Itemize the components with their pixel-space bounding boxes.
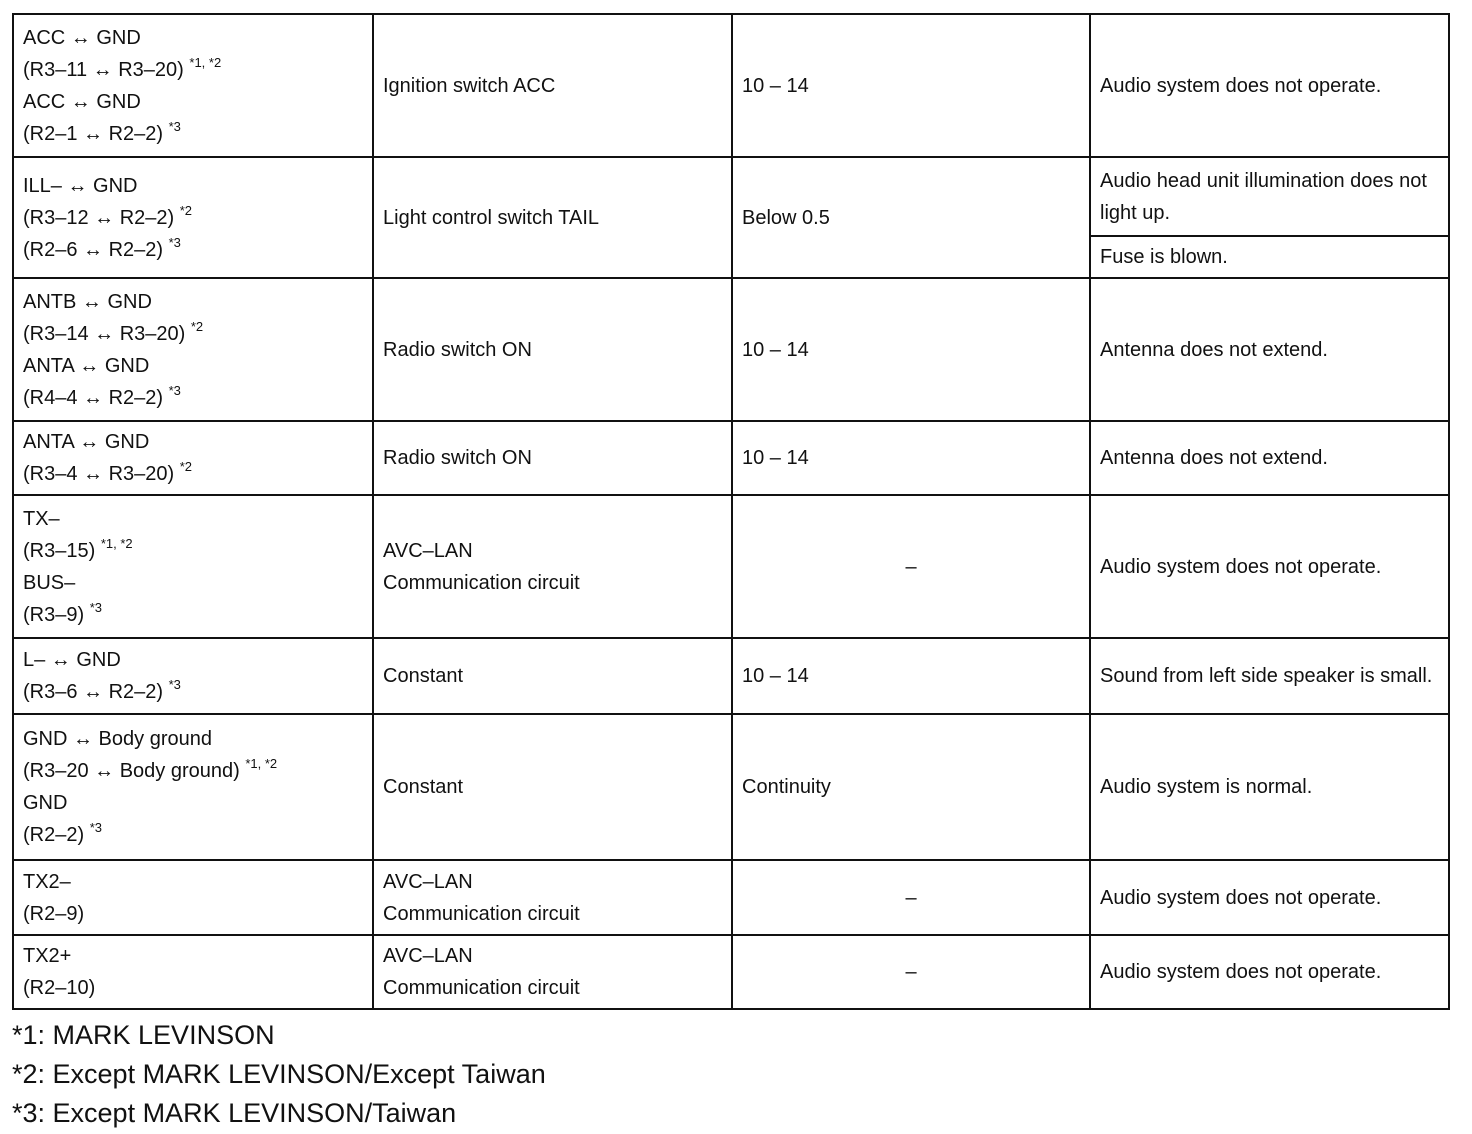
- terminal-cell: [13, 638, 373, 714]
- symptom-cell: Audio system does not operate.: [1090, 935, 1449, 1009]
- terminal-line: [23, 286, 363, 318]
- terminal-cell: [13, 157, 373, 278]
- terminal-line: [23, 503, 363, 535]
- footnote-ref: *3: [168, 118, 181, 134]
- specified-condition-cell: 10 – 14: [732, 638, 1090, 714]
- footnotes: [12, 1016, 1452, 1133]
- condition-line: Radio switch ON: [383, 338, 532, 361]
- footnote-ref: *3: [89, 820, 102, 835]
- terminal-text: (R3–6 ↔ R2–2): [23, 681, 164, 703]
- condition-cell: [373, 714, 732, 860]
- terminal-cell: [13, 278, 373, 421]
- condition-line: Light control switch TAIL: [383, 206, 600, 229]
- footnote-line: *1: MARK LEVINSON: [12, 1020, 275, 1050]
- table-row: [13, 638, 1449, 714]
- terminal-inspection-table: [12, 13, 1450, 1010]
- terminal-line: [23, 234, 363, 266]
- specified-condition-cell: Below 0.5: [732, 157, 1090, 278]
- specified-condition-cell: Continuity: [732, 714, 1090, 860]
- terminal-text: (R2–10): [23, 977, 96, 999]
- terminal-text: TX–: [23, 507, 60, 530]
- condition-cell: [373, 935, 732, 1009]
- terminal-line: [23, 972, 363, 1004]
- terminal-line: [23, 170, 363, 202]
- terminal-text: ANTA ↔ GND: [23, 354, 150, 377]
- condition-line: Constant: [383, 665, 464, 687]
- terminal-cell: [13, 860, 373, 935]
- specified-condition-cell: –: [732, 495, 1090, 638]
- symptom-cell: Audio head unit illumination does not light up.: [1090, 157, 1449, 236]
- terminal-line: [23, 819, 363, 851]
- condition-cell: [373, 860, 732, 935]
- terminal-text: (R2–9): [23, 902, 85, 925]
- terminal-cell: [13, 714, 373, 860]
- terminal-text: ACC ↔ GND: [23, 26, 141, 49]
- terminal-text: ANTB ↔ GND: [23, 290, 152, 313]
- footnote-ref: *2: [179, 459, 193, 474]
- terminal-cell: [13, 495, 373, 638]
- condition-line: Constant: [383, 776, 464, 798]
- symptom-cell: Fuse is blown.: [1090, 236, 1449, 278]
- condition-cell: [373, 14, 732, 157]
- footnote-ref: *3: [168, 677, 181, 692]
- specified-condition-cell: –: [732, 860, 1090, 935]
- condition-line: Ignition switch ACC: [383, 74, 556, 97]
- terminal-text: (R3–11 ↔ R3–20): [23, 58, 184, 81]
- terminal-line: [23, 940, 363, 972]
- symptom-cell: Audio system does not operate.: [1090, 14, 1449, 157]
- symptom-cell: Antenna does not extend.: [1090, 421, 1449, 495]
- symptom-cell: Audio system is normal.: [1090, 714, 1449, 860]
- condition-line: AVC–LAN: [383, 539, 473, 562]
- terminal-cell: [13, 14, 373, 157]
- table-row: [13, 421, 1449, 495]
- terminal-text: (R2–2): [23, 824, 85, 846]
- terminal-line: [23, 787, 363, 819]
- condition-cell: [373, 638, 732, 714]
- terminal-line: [23, 866, 363, 898]
- table-row: [13, 714, 1449, 860]
- terminal-line: [23, 723, 363, 755]
- terminal-line: [23, 599, 363, 631]
- terminal-line: [23, 382, 363, 414]
- terminal-line: [23, 644, 363, 676]
- terminal-line: [23, 350, 363, 382]
- terminal-text: (R4–4 ↔ R2–2): [23, 386, 164, 409]
- footnote-ref: *2: [190, 318, 204, 334]
- terminal-text: (R3–15): [23, 539, 96, 562]
- table-row: [13, 860, 1449, 935]
- footnote-ref: *3: [168, 234, 181, 250]
- terminal-text: GND ↔ Body ground: [23, 728, 212, 750]
- symptom-cell: Audio system does not operate.: [1090, 860, 1449, 935]
- terminal-line: [23, 898, 363, 930]
- table-row: [13, 495, 1449, 638]
- terminal-line: [23, 318, 363, 350]
- terminal-text: L– ↔ GND: [23, 649, 121, 671]
- symptom-cell: Sound from left side speaker is small.: [1090, 638, 1449, 714]
- footnote-ref: *1, *2: [100, 535, 133, 551]
- terminal-text: (R2–6 ↔ R2–2): [23, 238, 164, 261]
- footnote-ref: *3: [168, 382, 181, 398]
- condition-line: Communication circuit: [383, 902, 580, 925]
- terminal-text: (R3–20 ↔ Body ground): [23, 760, 240, 782]
- terminal-cell: [13, 935, 373, 1009]
- footnote-ref: *2: [179, 202, 193, 218]
- condition-cell: [373, 157, 732, 278]
- specified-condition-cell: 10 – 14: [732, 421, 1090, 495]
- footnote-line: *3: Except MARK LEVINSON/Taiwan: [12, 1098, 457, 1128]
- condition-cell: [373, 421, 732, 495]
- condition-cell: [373, 278, 732, 421]
- condition-line: AVC–LAN: [383, 945, 473, 967]
- condition-line: Communication circuit: [383, 571, 580, 594]
- terminal-text: ANTA ↔ GND: [23, 431, 150, 453]
- symptom-cell: Antenna does not extend.: [1090, 278, 1449, 421]
- condition-line: AVC–LAN: [383, 870, 473, 893]
- terminal-text: (R3–12 ↔ R2–2): [23, 206, 175, 229]
- table-row: [13, 157, 1449, 236]
- terminal-text: (R3–14 ↔ R3–20): [23, 322, 186, 345]
- terminal-line: [23, 86, 363, 118]
- terminal-line: [23, 22, 363, 54]
- footnote-ref: *1, *2: [245, 756, 278, 771]
- specified-condition-cell: 10 – 14: [732, 14, 1090, 157]
- footnote-ref: *3: [89, 599, 102, 615]
- table-row: [13, 278, 1449, 421]
- terminal-line: [23, 54, 363, 86]
- terminal-line: [23, 535, 363, 567]
- terminal-text: (R3–4 ↔ R3–20): [23, 463, 175, 485]
- symptom-cell: Audio system does not operate.: [1090, 495, 1449, 638]
- condition-line: Radio switch ON: [383, 447, 532, 469]
- footnote-ref: *1, *2: [189, 54, 222, 70]
- terminal-text: GND: [23, 792, 68, 814]
- terminal-text: (R2–1 ↔ R2–2): [23, 122, 164, 145]
- footnote-line: *2: Except MARK LEVINSON/Except Taiwan: [12, 1059, 546, 1089]
- terminal-text: ACC ↔ GND: [23, 90, 141, 113]
- terminal-text: TX2–: [23, 870, 71, 893]
- terminal-text: BUS–: [23, 571, 76, 594]
- specified-condition-cell: 10 – 14: [732, 278, 1090, 421]
- terminal-text: ILL– ↔ GND: [23, 174, 138, 197]
- specified-condition-cell: –: [732, 935, 1090, 1009]
- terminal-cell: [13, 421, 373, 495]
- terminal-line: [23, 458, 363, 490]
- terminal-line: [23, 426, 363, 458]
- table-row: [13, 14, 1449, 157]
- terminal-line: [23, 118, 363, 150]
- table-row: [13, 935, 1449, 1009]
- terminal-line: [23, 755, 363, 787]
- condition-line: Communication circuit: [383, 977, 580, 999]
- terminal-text: TX2+: [23, 945, 72, 967]
- terminal-text: (R3–9): [23, 603, 85, 626]
- spec-document: [12, 13, 1452, 1133]
- terminal-line: [23, 676, 363, 708]
- condition-cell: [373, 495, 732, 638]
- terminal-line: [23, 567, 363, 599]
- terminal-line: [23, 202, 363, 234]
